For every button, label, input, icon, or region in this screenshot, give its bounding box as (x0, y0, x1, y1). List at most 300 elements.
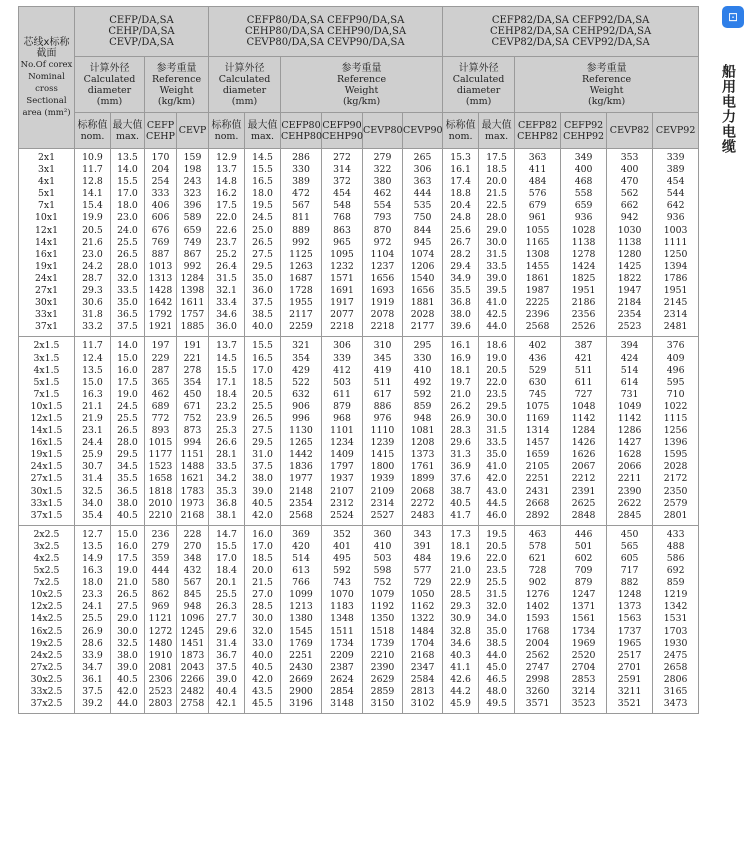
section-value: 16x1 (35, 248, 58, 260)
cell-value: 2212 (571, 473, 596, 485)
cell-value: 18.4 (216, 565, 237, 577)
cell-value: 1488 (180, 461, 205, 473)
cell-value: 1965 (617, 637, 642, 649)
g1-model-3: CEVP/DA,SA (109, 37, 174, 48)
cell-value: 602 (574, 553, 593, 564)
cell-value: 567 (292, 200, 310, 212)
cell-value: 1873 (180, 649, 205, 661)
cell-value: 1628 (617, 449, 642, 461)
cell-value: 31.4 (216, 637, 237, 649)
cell-value: 2390 (370, 661, 395, 673)
cell-value: 17.0 (252, 540, 273, 552)
cell-value: 19.0 (117, 565, 138, 577)
cell-value: 1111 (663, 236, 688, 248)
section-value: 16x2.5 (30, 625, 63, 637)
cell-value: 25.5 (117, 236, 138, 248)
cell-value: 42.0 (486, 473, 507, 485)
cell-value: 2390 (617, 485, 642, 497)
cell-value: 39.2 (82, 698, 103, 710)
cell-value: 576 (528, 188, 547, 200)
cell-value: 19.0 (117, 388, 138, 400)
section-column (19, 337, 75, 525)
cell-value: 1881 (410, 297, 435, 309)
cell-value: 1256 (663, 425, 688, 437)
cell-value: 936 (574, 212, 593, 224)
cell-value: 363 (413, 176, 432, 188)
cell-value: 16.0 (252, 528, 273, 540)
cell-value: 2347 (410, 661, 435, 673)
cell-value: 1825 (571, 272, 596, 284)
cell-value: 38.0 (117, 497, 138, 509)
weight-col-header-g2-3: CEVP80 (363, 113, 403, 149)
cell-value: 33.5 (117, 285, 138, 297)
cell-value: 43.0 (486, 485, 507, 497)
section-value: 37x1 (35, 321, 58, 333)
cell-value: 1818 (148, 485, 173, 497)
cell-value: 39.5 (486, 285, 507, 297)
cell-value: 20.1 (216, 577, 237, 589)
section-value: 10x2.5 (30, 589, 63, 601)
cell-value: 745 (528, 388, 547, 400)
cell-value: 1693 (370, 285, 395, 297)
cell-value: 42.6 (450, 673, 471, 685)
cell-value: 1049 (617, 400, 642, 412)
cell-value: 34.0 (486, 613, 507, 625)
cell-value: 23.2 (216, 400, 237, 412)
cell-value: 33.5 (486, 260, 507, 272)
cell-value: 1373 (410, 449, 435, 461)
cell-value: 2078 (370, 309, 395, 321)
cell-value: 882 (620, 577, 639, 589)
cell-value: 45.9 (450, 698, 471, 710)
section-value: 5x2.5 (33, 565, 60, 577)
cell-value: 710 (666, 388, 685, 400)
cell-value: 1013 (148, 260, 173, 272)
cell-value: 272 (333, 152, 351, 163)
cell-value: 13.7 (216, 340, 237, 352)
cell-value: 29.5 (486, 400, 507, 412)
data-column (479, 337, 515, 525)
weight-col-header-g1-1: CEFP CEHP (145, 113, 177, 149)
cell-value: 3473 (663, 698, 688, 710)
data-column (403, 149, 443, 337)
cell-value: 3571 (525, 698, 550, 710)
cell-value: 902 (528, 577, 547, 589)
cell-value: 36.0 (252, 285, 273, 297)
g2-model-2: CEHP80/DA,SA CEHP90/DA,SA (244, 26, 407, 37)
cell-value: 2622 (617, 497, 642, 509)
section-value: 7x2.5 (33, 577, 60, 589)
cell-value: 1919 (370, 297, 395, 309)
max-header-g1: 最大值 max. (111, 113, 145, 149)
cell-value: 360 (373, 528, 392, 540)
cell-value: 339 (333, 352, 351, 364)
cell-value: 25.5 (117, 412, 138, 424)
data-column (322, 525, 363, 713)
cell-value: 389 (292, 176, 310, 188)
cell-value: 22.0 (486, 553, 507, 564)
cell-value: 2430 (289, 661, 313, 673)
cell-value: 2527 (370, 509, 395, 521)
data-column (363, 149, 403, 337)
cell-value: 1658 (148, 473, 173, 485)
cell-value: 24.4 (82, 437, 103, 449)
cell-value: 863 (333, 224, 351, 236)
cell-value: 12.4 (82, 352, 103, 364)
cell-value: 36.1 (82, 673, 103, 685)
cell-value: 14.9 (82, 553, 103, 564)
cell-value: 1642 (148, 297, 173, 309)
cell-value: 400 (620, 164, 639, 176)
data-column (607, 525, 653, 713)
cell-value: 1783 (180, 485, 205, 497)
cell-value: 1800 (370, 461, 395, 473)
cell-value: 17.0 (216, 553, 237, 564)
cell-value: 1737 (617, 625, 642, 637)
cell-value: 2391 (571, 485, 596, 497)
cell-value: 2109 (370, 485, 395, 497)
data-column (607, 337, 653, 525)
cell-value: 659 (183, 224, 202, 236)
cell-value: 2354 (289, 497, 313, 509)
data-column (653, 337, 699, 525)
section-value: 19x2.5 (30, 637, 63, 649)
cell-value: 37.5 (82, 686, 103, 698)
cell-value: 34.9 (450, 272, 471, 284)
cell-value: 522 (292, 376, 310, 388)
cell-value: 1973 (180, 497, 205, 509)
cell-value: 1451 (180, 637, 205, 649)
cell-value: 1048 (571, 400, 596, 412)
cell-value: 450 (183, 388, 202, 400)
cell-value: 2177 (410, 321, 435, 333)
cell-value: 968 (333, 412, 351, 424)
cell-value: 37.5 (252, 461, 273, 473)
cell-value: 17.4 (450, 176, 471, 188)
cell-value: 2523 (148, 686, 173, 698)
data-column (177, 149, 209, 337)
cell-value: 29.6 (450, 437, 471, 449)
cell-value: 354 (183, 376, 202, 388)
cell-value: 17.3 (450, 528, 471, 540)
cell-value: 1239 (370, 437, 395, 449)
cell-value: 25.3 (216, 425, 237, 437)
cell-value: 879 (574, 577, 593, 589)
cell-value: 39.6 (450, 321, 471, 333)
cell-value: 15.5 (252, 340, 273, 352)
cell-value: 1322 (410, 613, 435, 625)
cell-value: 348 (183, 553, 202, 564)
cell-value: 20.5 (252, 388, 273, 400)
cell-value: 365 (151, 376, 170, 388)
max-header-g2: 最大值 max. (245, 113, 281, 149)
cell-value: 1656 (410, 285, 435, 297)
cell-value: 2350 (663, 485, 688, 497)
cell-value: 1626 (571, 449, 596, 461)
cell-value: 630 (528, 376, 547, 388)
cell-value: 25.9 (82, 449, 103, 461)
cell-value: 605 (620, 553, 639, 564)
cell-value: 13.7 (216, 164, 237, 176)
cell-value: 1030 (617, 224, 642, 236)
nom-header-g1: 标称值 nom. (75, 113, 111, 149)
section-value: 10x1.5 (30, 400, 63, 412)
section-value: 5x1.5 (33, 376, 60, 388)
cell-value: 844 (413, 224, 432, 236)
cell-value: 1899 (410, 473, 435, 485)
cell-value: 1130 (289, 425, 313, 437)
cell-value: 1138 (571, 236, 596, 248)
cell-value: 27.7 (216, 613, 237, 625)
cell-value: 1095 (330, 248, 354, 260)
cell-value: 2859 (370, 686, 395, 698)
cell-value: 2669 (289, 673, 313, 685)
cell-value: 25.5 (216, 589, 237, 601)
g3-model-2: CEHP82/DA,SA CEHP92/DA,SA (490, 26, 652, 37)
cell-value: 948 (183, 601, 202, 613)
cell-value: 1703 (663, 625, 688, 637)
data-column (515, 149, 561, 337)
cell-value: 349 (574, 152, 593, 163)
cell-value: 1561 (571, 613, 596, 625)
cell-value: 39.0 (117, 661, 138, 673)
cell-value: 558 (574, 188, 593, 200)
data-column (561, 149, 607, 337)
cell-value: 28.3 (450, 425, 471, 437)
cell-value: 2218 (370, 321, 395, 333)
data-column (245, 149, 281, 337)
cell-value: 30.0 (252, 613, 273, 625)
cell-value: 387 (574, 340, 593, 352)
cell-value: 11.7 (82, 164, 103, 176)
cell-value: 40.5 (252, 497, 273, 509)
cell-value: 204 (151, 164, 170, 176)
cell-value: 409 (666, 352, 685, 364)
cell-value: 411 (528, 164, 547, 176)
cell-value: 20.0 (252, 565, 273, 577)
cell-value: 1373 (617, 601, 642, 613)
cell-value: 32.5 (117, 637, 138, 649)
cell-value: 18.4 (216, 388, 237, 400)
cell-value: 16.5 (252, 176, 273, 188)
cell-value: 2004 (525, 637, 550, 649)
cell-value: 2562 (525, 649, 550, 661)
cell-value: 46.0 (486, 509, 507, 521)
table-block (19, 525, 699, 713)
cell-value: 44.0 (486, 649, 507, 661)
cell-value: 32.0 (252, 625, 273, 637)
cell-value: 2526 (571, 321, 596, 333)
cell-value: 606 (151, 212, 170, 224)
cell-value: 32.0 (486, 601, 507, 613)
cell-value: 870 (373, 224, 392, 236)
cell-value: 19.7 (450, 376, 471, 388)
diameter-header-g1: 计算外径 Calculated diameter (mm) (75, 57, 145, 113)
nom-header-g3: 标称值 nom. (443, 113, 479, 149)
cell-value: 31.4 (82, 473, 103, 485)
cell-value: 16.1 (450, 164, 471, 176)
cell-value: 632 (292, 388, 310, 400)
cell-value: 2483 (410, 509, 435, 521)
cell-value: 15.5 (252, 164, 273, 176)
cell-value: 1861 (525, 272, 550, 284)
cell-value: 420 (292, 540, 310, 552)
cell-value: 1518 (370, 625, 395, 637)
cell-value: 1055 (525, 224, 550, 236)
cell-value: 13.5 (82, 364, 103, 376)
cell-value: 1276 (525, 589, 550, 601)
nom-header-g2: 标称值 nom. (209, 113, 245, 149)
cell-value: 468 (574, 176, 593, 188)
cell-value: 859 (413, 400, 432, 412)
cell-value: 1280 (617, 248, 642, 260)
cell-value: 36.5 (117, 309, 138, 321)
cell-value: 562 (620, 188, 639, 200)
cell-value: 21.0 (450, 565, 471, 577)
cell-value: 1247 (571, 589, 596, 601)
cell-value: 1921 (148, 321, 173, 333)
cell-value: 554 (373, 200, 392, 212)
cell-value: 37.5 (252, 297, 273, 309)
data-column (363, 337, 403, 525)
cell-value: 1402 (525, 601, 550, 613)
cell-value: 1081 (410, 425, 435, 437)
cell-value: 450 (620, 528, 639, 540)
data-column (607, 149, 653, 337)
data-column (145, 149, 177, 337)
cell-value: 18.5 (486, 164, 507, 176)
cell-value: 18.5 (252, 376, 273, 388)
cell-value: 1951 (571, 285, 596, 297)
cell-value: 1757 (180, 309, 205, 321)
cell-value: 433 (666, 528, 685, 540)
cell-value: 29.5 (117, 449, 138, 461)
cell-value: 621 (528, 553, 547, 564)
cell-value: 1425 (617, 260, 642, 272)
cell-value: 496 (666, 364, 685, 376)
cell-value: 3260 (525, 686, 550, 698)
cell-value: 39.0 (216, 673, 237, 685)
cell-value: 617 (373, 388, 392, 400)
cell-value: 444 (151, 565, 170, 577)
data-column (209, 149, 245, 337)
cell-value: 1797 (330, 461, 354, 473)
cell-value: 22.0 (216, 212, 237, 224)
cell-value: 676 (151, 224, 170, 236)
section-value: 10x1 (35, 212, 58, 224)
data-column (145, 337, 177, 525)
cell-value: 1917 (330, 297, 354, 309)
cell-value: 396 (183, 200, 202, 212)
cell-value: 35.0 (252, 272, 273, 284)
cell-value: 972 (373, 236, 392, 248)
cell-value: 1151 (180, 449, 205, 461)
cell-value: 2266 (180, 673, 205, 685)
cell-value: 391 (413, 540, 432, 552)
section-value: 24x2.5 (30, 649, 63, 661)
cell-value: 1937 (330, 473, 354, 485)
cell-value: 23.5 (486, 565, 507, 577)
diameter-header-g2: 计算外径 Calculated diameter (mm) (209, 57, 281, 113)
cell-value: 2806 (663, 673, 688, 685)
cell-value: 996 (292, 412, 310, 424)
cell-value: 2210 (370, 649, 395, 661)
cell-value: 548 (333, 200, 351, 212)
cell-value: 38.1 (216, 509, 237, 521)
section-value: 19x1.5 (30, 449, 63, 461)
g1-model-1: CEFP/DA,SA (109, 15, 174, 26)
cell-value: 614 (620, 376, 639, 388)
cell-value: 2077 (330, 309, 354, 321)
cell-value: 961 (528, 212, 547, 224)
cell-value: 40.4 (216, 686, 237, 698)
section-value: 4x2.5 (33, 553, 60, 564)
cell-value: 2148 (289, 485, 313, 497)
cell-value: 1969 (571, 637, 596, 649)
cell-value: 25.2 (216, 248, 237, 260)
cell-value: 21.9 (82, 412, 103, 424)
cell-value: 948 (413, 412, 432, 424)
cell-value: 3165 (663, 686, 688, 698)
section-value: 2x2.5 (33, 528, 60, 540)
section-header-en: No.Of corex Nominal cross Sectional area (mm²) (20, 59, 73, 118)
cell-value: 752 (373, 577, 392, 589)
cell-value: 25.0 (252, 224, 273, 236)
cell-value: 2704 (571, 661, 596, 673)
cell-value: 1955 (289, 297, 313, 309)
cell-value: 35.3 (216, 485, 237, 497)
cell-value: 1213 (289, 601, 313, 613)
app-icon[interactable]: ⊡ (722, 6, 744, 28)
data-column (177, 525, 209, 713)
cell-value: 501 (574, 540, 593, 552)
cell-value: 1050 (410, 589, 435, 601)
cell-value: 3196 (289, 698, 313, 710)
cell-value: 42.0 (252, 509, 273, 521)
cell-value: 2481 (663, 321, 688, 333)
cell-value: 16.1 (450, 340, 471, 352)
section-value: 14x1 (35, 236, 58, 248)
cell-value: 26.4 (216, 260, 237, 272)
cell-value: 862 (151, 589, 170, 601)
cell-value: 2848 (571, 509, 596, 521)
cell-value: 1284 (571, 425, 596, 437)
cell-value: 1734 (330, 637, 354, 649)
cell-value: 1183 (330, 601, 354, 613)
cell-value: 578 (528, 540, 547, 552)
cell-value: 728 (528, 565, 547, 577)
cell-value: 29.6 (216, 625, 237, 637)
section-value: 24x1.5 (30, 461, 63, 473)
data-column (479, 525, 515, 713)
cell-value: 26.9 (82, 625, 103, 637)
cell-value: 26.5 (252, 412, 273, 424)
cell-value: 1125 (289, 248, 313, 260)
cell-value: 472 (292, 188, 310, 200)
cell-value: 811 (292, 212, 310, 224)
cell-value: 35.4 (82, 509, 103, 521)
side-label: 船用电力电缆 (720, 64, 736, 154)
cell-value: 14.7 (216, 528, 237, 540)
cell-value: 2314 (663, 309, 688, 321)
cell-value: 463 (528, 528, 547, 540)
cell-value: 321 (292, 340, 310, 352)
cell-value: 484 (413, 553, 432, 564)
cell-value: 969 (151, 601, 170, 613)
cell-value: 322 (373, 164, 392, 176)
cell-value: 45.0 (486, 661, 507, 673)
cell-value: 2251 (525, 473, 550, 485)
